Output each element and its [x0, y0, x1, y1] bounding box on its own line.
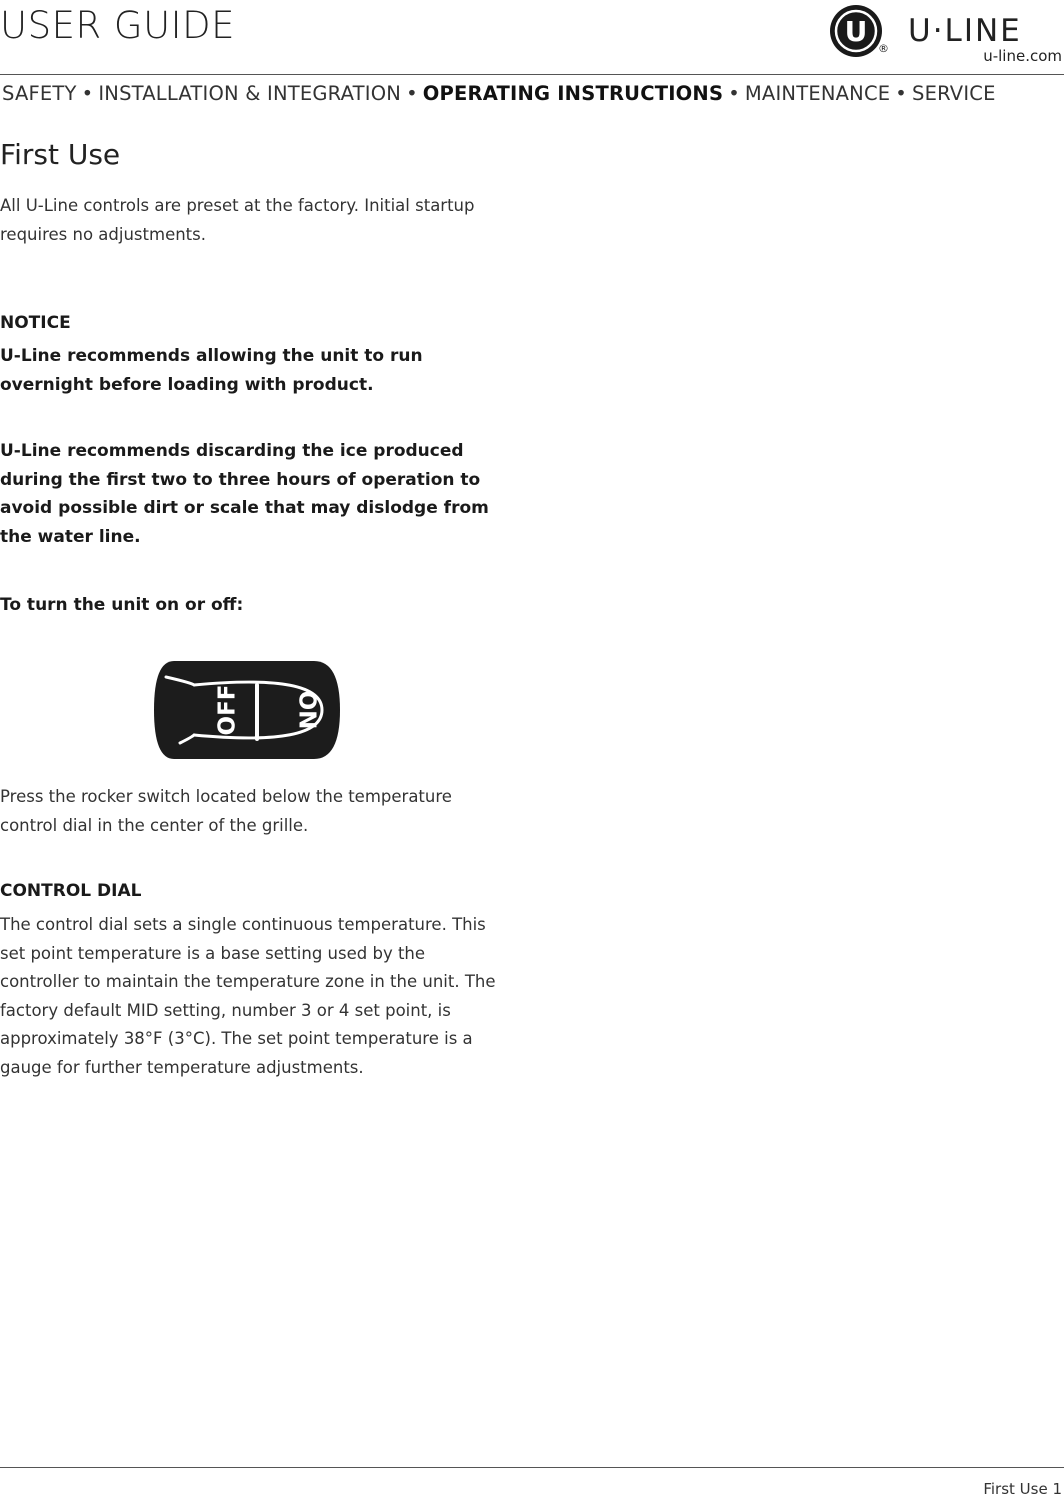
intro-paragraph: All U-Line controls are preset at the factory. Initial startup requires no adjustments.: [0, 196, 475, 244]
nav-item-maintenance: MAINTENANCE: [744, 82, 891, 105]
nav-item-safety: SAFETY: [2, 82, 77, 105]
power-heading: To turn the unit on or off:: [0, 595, 244, 615]
control-dial-heading: CONTROL DIAL: [0, 881, 142, 901]
section-breadcrumb: [2, 82, 996, 105]
switch-off-label: OFF: [214, 684, 241, 736]
nav-item-service: SERVICE: [912, 82, 996, 105]
nav-separator: •: [728, 82, 740, 105]
document-title: USER GUIDE: [0, 4, 235, 47]
nav-item-installation: INSTALLATION & INTEGRATION: [98, 82, 402, 105]
notice-paragraph-1: U-Line recommends allowing the unit to run overnight before loading with product.: [0, 346, 423, 395]
registered-mark: ®: [878, 42, 889, 55]
rocker-switch-icon: [152, 657, 342, 763]
footer-divider: [0, 1467, 1064, 1468]
logo-wordmark: U·LINE: [908, 13, 1022, 49]
website-url: u-line.com: [983, 47, 1062, 65]
nav-item-operating-instructions: OPERATING INSTRUCTIONS: [422, 82, 724, 105]
notice-paragraph-2: U-Line recommends discarding the ice produced during the first two to three hours of operation to avoid possible dirt or scale that may dislodge from the water line.: [0, 441, 489, 547]
emblem-letter: U: [844, 15, 868, 48]
switch-paragraph: Press the rocker switch located below the temperature control dial in the center of the grille.: [0, 787, 452, 835]
page-number: First Use 1: [983, 1480, 1062, 1498]
switch-on-label: ON: [293, 690, 320, 730]
nav-separator: •: [895, 82, 907, 105]
u-line-logo: [828, 2, 1064, 68]
nav-separator: •: [81, 82, 94, 105]
nav-separator: •: [406, 82, 418, 105]
header-divider: [0, 74, 1064, 75]
notice-heading: NOTICE: [0, 313, 71, 333]
control-dial-paragraph: The control dial sets a single continuous temperature. This set point temperature is a base setting used by the controller to maintain the temperature zone in the unit. The factory default MID setting, number 3 or 4 set point, is approximately 38°F (3°C). The set point temperature is a gauge for further temperature adjustments.: [0, 915, 496, 1077]
section-title: First Use: [0, 138, 121, 171]
